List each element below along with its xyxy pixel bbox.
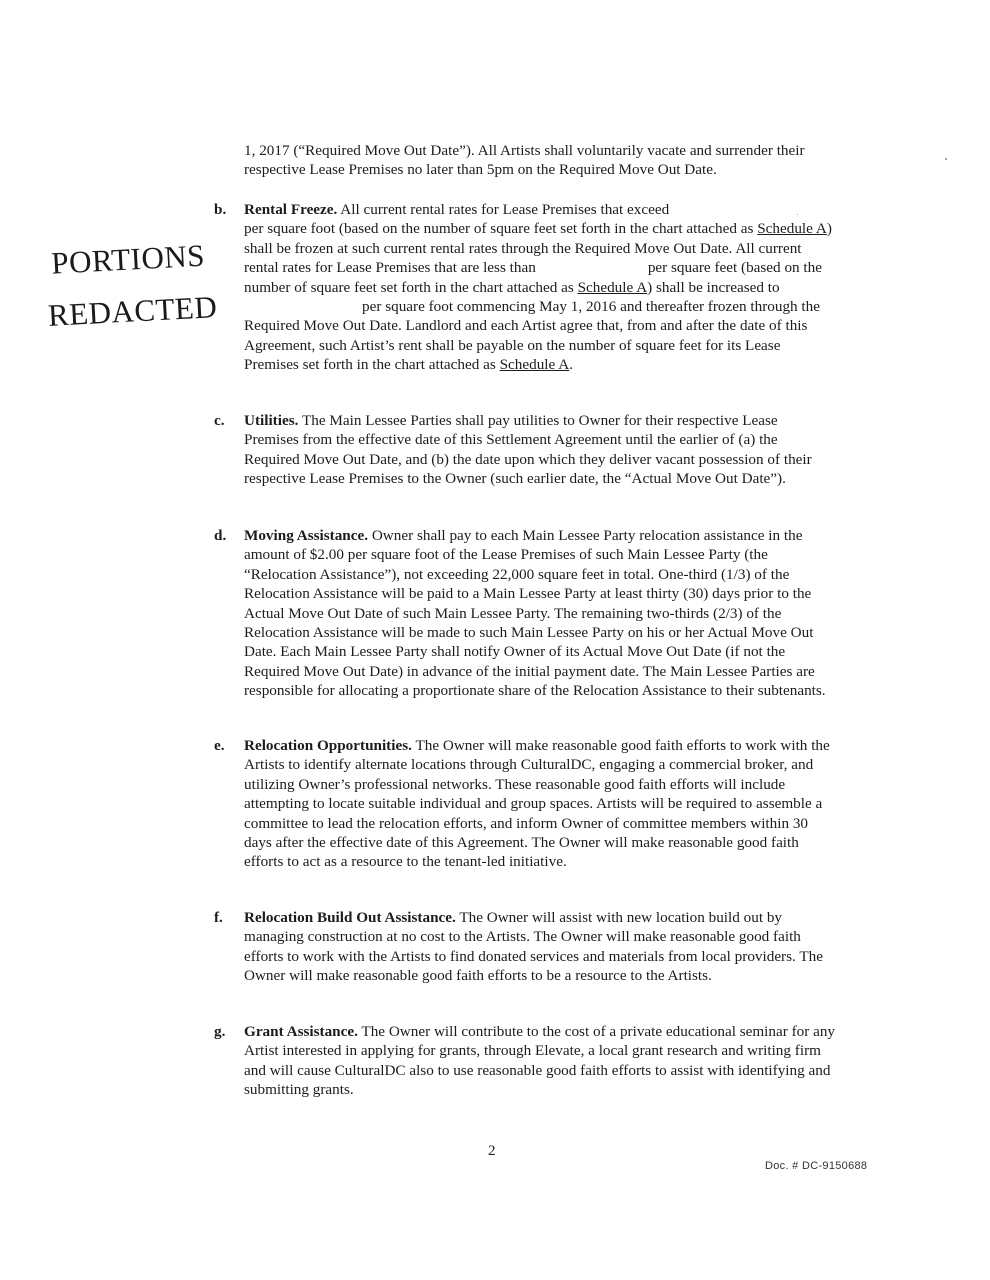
scan-speck (797, 214, 798, 215)
section-c (214, 411, 836, 489)
section-f-body (244, 908, 836, 986)
section-b-text-5: ) shall be increased to (647, 278, 780, 296)
section-c-heading: Utilities. (244, 412, 299, 429)
section-d (214, 526, 836, 701)
section-f-letter: f. (214, 909, 223, 926)
section-g-heading: Grant Assistance. (244, 1023, 358, 1040)
section-f-text: The Owner will assist with new location build out by managing construction at no cost to the Artists. The Owner will make reasonable good faith efforts to work with the Artists to find donated services and materials from local providers. The Owner will make reasonable good faith efforts to be a resource to the Artists. (244, 909, 823, 985)
section-d-letter: d. (214, 527, 227, 544)
stamp-line-1: PORTIONS (50, 237, 206, 281)
section-d-body (244, 526, 836, 701)
section-d-heading: Moving Assistance. (244, 527, 369, 544)
continuation-paragraph: 1, 2017 (“Required Move Out Date”). All Artists shall voluntarily vacate and surrender their respective Lease Premises no later than 5pm on the Required Move Out Date. (244, 142, 805, 179)
section-e-body (244, 736, 836, 872)
section-e-text: The Owner will make reasonable good faith efforts to work with the Artists to identify alternate locations through CulturalDC, engaging a commercial broker, and utilizing Owner’s professional networks. These reasonable good faith efforts will include attempting to locate suitable individual and group spaces. Artists will be required to assemble a committee to lead the relocation efforts, and inform Owner of committee members within 30 days after the effective date of this Agreement. The Owner will make reasonable good faith efforts to act as a resource to the tenant-led initiative. (244, 737, 830, 871)
scan-speck (945, 158, 947, 160)
section-c-text: The Main Lessee Parties shall pay utilities to Owner for their respective Lease Premises from the effective date of this Settlement Agreement until the earlier of (a) the Required Move Out Date, and (b) the date upon which they deliver vacant possession of their respective Lease Premises to the Owner (such earlier date, the “Actual Move Out Date”). (244, 412, 812, 488)
section-b-text-1: All current rental rates for Lease Premises that exceed (337, 201, 670, 218)
section-g-text: The Owner will contribute to the cost of a private educational seminar for any Artist interested in applying for grants, through Elevate, a local grant research and writing firm and will cause CulturalDC also to use reasonable good faith efforts to assist with identifying and submitting grants. (244, 1023, 836, 1099)
document-number: Doc. # DC-9150688 (765, 1160, 868, 1172)
section-c-letter: c. (214, 412, 225, 429)
section-f-heading: Relocation Build Out Assistance. (244, 909, 456, 926)
section-b-text-2: per square foot (based on the number of square feet set forth in the chart attached as (244, 220, 758, 238)
section-b-text-3: ) shall be frozen at such current rental rates through the Required Move Out Date. All current rental rates for Lease Premises that are less than (244, 220, 832, 277)
section-g-body (244, 1022, 836, 1100)
section-c-body (244, 411, 836, 489)
section-g-letter: g. (214, 1023, 226, 1040)
schedule-a-link-1: Schedule A (757, 220, 827, 238)
stamp-line-2: REDACTED (47, 289, 219, 333)
section-d-text: Owner shall pay to each Main Lessee Party relocation assistance in the amount of $2.00 per square foot of the Lease Premises of such Main Lessee Party (the “Relocation Assistance”), not exceeding 22,000 square feet in total. One-third (1/3) of the Relocation Assistance will be paid to a Main Lessee Party at least thirty (30) days prior to the Actual Move Out Date of such Main Lessee Party. The remaining two-thirds (2/3) of the Relocation Assistance will be made to such Main Lessee Party on his or her Actual Move Out Date. Each Main Lessee Party shall notify Owner of its Actual Move Out Date (if not the Required Move Out Date) in advance of the initial payment date. The Main Lessee Parties are responsible for allocating a proportionate share of the Relocation Assistance to their subtenants. (244, 527, 826, 700)
section-b-letter: b. (214, 201, 227, 218)
section-b-text-6: per square foot commencing May 1, 2016 and thereafter frozen through the Required Move Out Date. Landlord and each Artist agree that, from and after the date of this Agreement, such Artist’s rent shall be payable on the number of square feet for its Lease Premises set forth in the chart attached as (244, 298, 820, 374)
section-b-text-4: per square feet (based on the number of square feet set forth in the chart attached as (244, 259, 822, 296)
section-e-heading: Relocation Opportunities. (244, 737, 412, 754)
section-g (214, 1022, 836, 1100)
redaction-stamp (44, 229, 219, 342)
section-b-text-7: . (569, 356, 573, 374)
section-e-letter: e. (214, 737, 225, 754)
schedule-a-link-3: Schedule A (499, 356, 570, 374)
section-e (214, 736, 836, 872)
section-b-body (244, 200, 836, 375)
schedule-a-link-2: Schedule A (577, 278, 648, 296)
section-b-heading: Rental Freeze. (244, 201, 338, 218)
section-f (214, 908, 836, 986)
section-b (214, 200, 836, 375)
page-number: 2 (488, 1143, 496, 1159)
